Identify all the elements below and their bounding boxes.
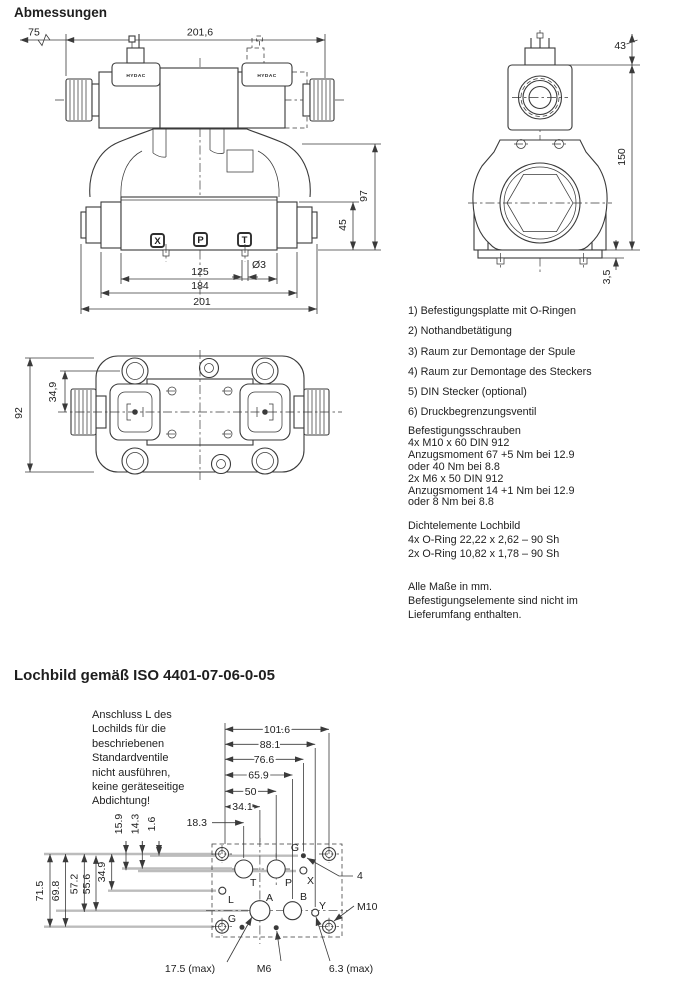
warning-line: beschriebenen	[92, 737, 165, 750]
dim-75-label: 75	[28, 26, 40, 39]
hdim-50: 50	[244, 785, 257, 798]
note-line: 1) Befestigungsplatte mit O-Ringen	[408, 305, 577, 317]
dim-201-label: 201	[193, 296, 211, 308]
vdim-34-9: 34.9	[96, 861, 108, 883]
brand-label-left: HYDAC	[126, 74, 146, 79]
spec-line: oder 8 Nm bei 8.8	[408, 496, 494, 509]
callout-4: 4	[357, 870, 363, 882]
din-connector	[525, 33, 555, 65]
dim-184-label: 184	[191, 280, 209, 292]
dim-dia3-label: Ø3	[252, 259, 267, 271]
dim-pin-diameter	[232, 259, 266, 281]
warning-line: Standardventile	[92, 752, 169, 765]
spec-line: Befestigungsschrauben	[408, 425, 521, 437]
section-title-abmessungen: Abmessungen	[14, 5, 108, 20]
warning-line: nicht ausführen,	[92, 766, 171, 779]
pattern-port-y: Y	[319, 900, 327, 912]
dim-201-6-label: 201,6	[186, 26, 214, 39]
port-x-label: X	[154, 236, 161, 247]
pattern-port-l: L	[228, 894, 234, 906]
vdim-69-8: 69.8	[50, 880, 62, 902]
right-end-cap	[303, 79, 334, 121]
port-l-warning	[92, 708, 184, 809]
dim-34-9-label: 34,9	[47, 381, 59, 403]
callout-17-5-max: 17.5 (max)	[164, 963, 216, 975]
spec-line: 2x M6 x 50 DIN 912	[408, 472, 504, 485]
pattern-port-b: B	[300, 891, 308, 903]
dim-92-label: 92	[13, 407, 25, 419]
hdim-88-1: 88.1	[259, 738, 281, 751]
spec-line: 2x O-Ring 10,82 x 1,78 – 90 Sh	[408, 547, 560, 560]
callout-m10: M10	[357, 901, 378, 913]
left-solenoid	[99, 34, 160, 128]
end-view-drawing	[468, 30, 640, 284]
footer-line: Alle Maße in mm.	[408, 581, 492, 593]
footer-line: Lieferumfang enthalten.	[408, 608, 522, 621]
pattern-port-t: T	[250, 877, 257, 889]
note-line: 3) Raum zur Demontage der Spule	[408, 345, 576, 358]
vdim-14-3: 14.3	[129, 813, 142, 835]
hdim-76-6: 76.6	[253, 753, 275, 766]
pattern-port-g-top: G	[290, 842, 300, 854]
pattern-port-p: P	[285, 877, 293, 889]
footer-note	[408, 581, 578, 622]
spec-line: oder 40 Nm bei 8.8	[408, 460, 500, 473]
vdim-55-6: 55.6	[81, 873, 93, 895]
hdim-101-6: 101.6	[263, 723, 291, 736]
warning-line: Lochilds für die	[92, 723, 166, 736]
side-view-drawing	[20, 27, 381, 315]
solenoid-end-face	[508, 65, 572, 130]
vdim-1-6: 1.6	[146, 816, 158, 832]
note-line: 4) Raum zur Demontage des Steckers	[408, 365, 592, 378]
spec-line: Anzugsmoment 67 +5 Nm bei 12.9	[408, 448, 575, 461]
hdim-34-1: 34.1	[232, 801, 253, 814]
vdim-57-2: 57.2	[68, 873, 81, 895]
valve-base-block	[81, 197, 317, 262]
port-p-label: P	[197, 235, 204, 246]
footer-line: Befestigungselemente sind nicht im	[408, 594, 578, 607]
dim-3-5-label: 3,5	[601, 269, 613, 285]
dim-43-label: 43	[614, 40, 626, 52]
dim-45-label: 45	[337, 219, 349, 231]
dim-97-label: 97	[358, 190, 370, 202]
valve-end-body	[468, 140, 612, 270]
right-solenoid	[238, 36, 307, 128]
note-line: 2) Nothandbetätigung	[408, 325, 512, 338]
note-line: 5) DIN Stecker (optional)	[408, 386, 527, 399]
spec-line: 4x O-Ring 22,22 x 2,62 – 90 Sh	[408, 533, 560, 546]
hole-pattern-drawing	[34, 723, 378, 975]
seal-elements-spec	[408, 520, 559, 561]
spec-line: Dichtelemente Lochbild	[408, 520, 521, 532]
pattern-port-a: A	[266, 892, 274, 904]
dim-125-label: 125	[191, 266, 209, 278]
port-t-label: T	[241, 235, 248, 246]
valve-center-body	[160, 68, 238, 128]
vdim-71-5: 71.5	[34, 880, 46, 902]
callout-m6: M6	[256, 963, 272, 975]
top-view-drawing	[13, 350, 342, 480]
notes-list	[408, 301, 592, 423]
section-title-lochbild: Lochbild gemäß ISO 4401-07-06-0-05	[14, 667, 275, 684]
brand-label-right: HYDAC	[257, 74, 277, 79]
vdim-15-9: 15.9	[113, 813, 125, 835]
warning-line: keine geräteseitige	[92, 781, 185, 794]
hdim-65-9: 65.9	[248, 769, 269, 782]
callout-6-3-max: 6.3 (max)	[328, 963, 374, 975]
pattern-port-g-bottom: G	[227, 913, 237, 925]
left-end-cap	[66, 79, 99, 121]
dim-150-label: 150	[616, 148, 628, 166]
hdim-18-3: 18.3	[186, 817, 207, 830]
mounting-screws-spec	[408, 426, 575, 509]
spec-line: Anzugsmoment 14 +1 Nm bei 12.9	[408, 484, 575, 497]
warning-line: Anschluss L des	[92, 709, 172, 721]
pattern-port-x: X	[307, 875, 315, 887]
spec-line: 4x M10 x 60 DIN 912	[408, 436, 510, 449]
note-line: 6) Druckbegrenzungsventil	[408, 406, 537, 419]
warning-line: Abdichtung!	[92, 795, 151, 808]
